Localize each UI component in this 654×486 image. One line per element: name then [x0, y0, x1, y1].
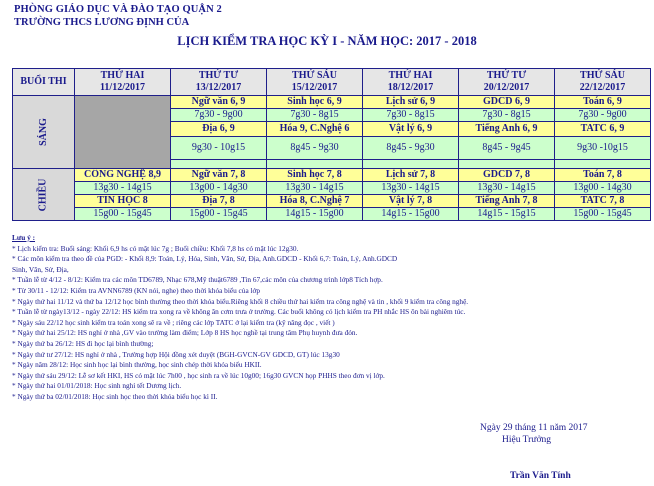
- exam-time: 8g45 - 9g30: [267, 137, 363, 160]
- note-line: * Ngày thứ ba 02/01/2018: Học sinh học theo thời khóa biểu học kì II.: [12, 391, 218, 401]
- session-column-header: BUỔI THI: [13, 69, 75, 96]
- morning-subject-row-1: [13, 96, 651, 109]
- exam-subject: Lịch sử 6, 9: [363, 96, 459, 109]
- exam-time: 8g45 - 9g30: [363, 137, 459, 160]
- note-line: * Ngày sáu 22/12 học sinh kiểm tra toán xong sẽ ra về ; riêng các lớp TATC ở lại kiểm tra (kỹ năng đọc , viết ): [12, 317, 335, 327]
- exam-time: 7g30 - 8g15: [267, 109, 363, 122]
- spacer-cell: [363, 160, 459, 169]
- exam-time: 14g15 - 15g00: [363, 208, 459, 221]
- exam-subject: Vật lý 7, 8: [363, 195, 459, 208]
- afternoon-subject-row-1: [13, 169, 651, 182]
- exam-subject: Sinh học 6, 9: [267, 96, 363, 109]
- note-line: * Ngày thứ hai 11/12 và thứ ba 12/12 học bình thường theo thời khóa biểu.Riêng khối 8 chiều thứ hai kiểm tra công nghệ và tin , khối 9 kiểm tra công nghệ.: [12, 296, 469, 306]
- note-line: * Lịch kiểm tra: Buổi sáng: Khối 6,9 hs có mặt lúc 7g ; Buổi chiều: Khối 7,8 hs có mặt lúc 12g30.: [12, 243, 299, 253]
- note-line: * Ngày thứ hai 25/12: HS nghỉ ở nhà ,GV vào trường làm điểm; Lớp 8 HS học nghề tại trung tâm Phụ huynh đưa đón.: [12, 328, 358, 338]
- exam-subject: Lịch sử 7, 8: [363, 169, 459, 182]
- spacer-cell: [459, 160, 555, 169]
- day-header: THỨ SÁU 15/12/2017: [267, 69, 363, 96]
- spacer-cell: [555, 160, 651, 169]
- exam-time: 7g30 - 9g00: [555, 109, 651, 122]
- signature-role: Hiệu Trưởng: [502, 435, 551, 445]
- note-line: * Tuần lễ từ 4/12 - 8/12: Kiểm tra các môn TD6789, Nhạc 678,Mỹ thuật6789 ,Tin 67,các môn của chương trình lớp8 Tích hợp.: [12, 275, 383, 285]
- exam-time: 13g30 - 14g15: [75, 182, 171, 195]
- table-header-row: [13, 69, 651, 96]
- morning-session-label: SÁNG: [13, 96, 75, 169]
- note-line: * Ngày năm 28/12: Học sinh học lại bình thường, học sinh chép thời khóa biểu HKII.: [12, 360, 262, 370]
- exam-time: 14g15 - 15g15: [459, 208, 555, 221]
- exam-time: 9g30 -10g15: [555, 137, 651, 160]
- exam-time: 15g00 - 15g45: [75, 208, 171, 221]
- note-line: * Ngày thứ sáu 29/12: Lễ sơ kết HKI, HS có mặt lúc 7h00 , học sinh ra về lúc 10g00; 16g30 GVCN họp PHHS theo đơn vị lớp.: [12, 370, 385, 380]
- empty-cell: [75, 96, 171, 169]
- exam-time: 9g30 - 10g15: [171, 137, 267, 160]
- exam-subject: TATC 6, 9: [555, 122, 651, 137]
- exam-time: 7g30 - 8g15: [459, 109, 555, 122]
- exam-subject: CÔNG NGHỆ 8,9: [75, 169, 171, 182]
- exam-subject: Ngữ văn 7, 8: [171, 169, 267, 182]
- day-header: THỨ HAI 11/12/2017: [75, 69, 171, 96]
- exam-time: 13g30 - 14g15: [363, 182, 459, 195]
- note-line: * Tuần lễ từ ngày13/12 - ngày 22/12: HS kiểm tra xong ra về không ăn cơm trưa ở trường. Các buổi không có lịch kiểm tra PH nhắc HS ôn bài nghiêm túc.: [12, 307, 466, 317]
- day-header: THỨ SÁU 22/12/2017: [555, 69, 651, 96]
- day-header: THỨ HAI 18/12/2017: [363, 69, 459, 96]
- afternoon-time-row-2: [13, 208, 651, 221]
- exam-time: 13g00 - 14g30: [555, 182, 651, 195]
- exam-time: 14g15 - 15g00: [267, 208, 363, 221]
- spacer-cell: [171, 160, 267, 169]
- exam-time: 13g30 - 14g15: [267, 182, 363, 195]
- notes-heading: Lưu ý :: [12, 233, 36, 242]
- afternoon-time-row-1: [13, 182, 651, 195]
- exam-subject: GDCD 6, 9: [459, 96, 555, 109]
- exam-time: 13g00 - 14g30: [171, 182, 267, 195]
- exam-subject: TIN HỌC 8: [75, 195, 171, 208]
- exam-subject: Ngữ văn 6, 9: [171, 96, 267, 109]
- exam-time: 7g30 - 9g00: [171, 109, 267, 122]
- note-line: * Các môn kiểm tra theo đề của PGD: - Khối 8,9: Toán, Lý, Hóa, Sinh, Văn, Sử, Địa, Anh.GDCD - Khối 6,7: Toán, Lý, Anh.GDCD: [12, 254, 398, 264]
- exam-subject: Hóa 8, C.Nghệ 7: [267, 195, 363, 208]
- note-line: * Ngày thứ hai 01/01/2018: Học sinh nghỉ tết Dương lịch.: [12, 381, 182, 391]
- exam-subject: Vật lý 6, 9: [363, 122, 459, 137]
- exam-time: 15g00 - 15g45: [555, 208, 651, 221]
- afternoon-session-label: CHIỀU: [13, 169, 75, 221]
- note-line: * Ngày thứ ba 26/12: HS đi học lại bình thường;: [12, 338, 154, 348]
- note-line: Sinh, Văn, Sử, Địa,: [12, 264, 69, 274]
- exam-subject: TATC 7, 8: [555, 195, 651, 208]
- exam-time: 15g00 - 15g45: [171, 208, 267, 221]
- exam-subject: Địa 6, 9: [171, 122, 267, 137]
- exam-subject: Toán 7, 8: [555, 169, 651, 182]
- school-name: TRƯỜNG THCS LƯƠNG ĐỊNH CỦA: [14, 17, 190, 28]
- exam-subject: Toán 6, 9: [555, 96, 651, 109]
- signature-name: Trần Văn Tính: [510, 471, 571, 481]
- exam-subject: Tiếng Anh 7, 8: [459, 195, 555, 208]
- exam-subject: Tiếng Anh 6, 9: [459, 122, 555, 137]
- signature-date: Ngày 29 tháng 11 năm 2017: [480, 423, 588, 433]
- exam-time: 7g30 - 8g15: [363, 109, 459, 122]
- note-line: * Ngày thứ tư 27/12: HS nghỉ ở nhà , Trường hợp Hội đồng xét duyệt (BGH-GVCN-GV GDCD, GT) lúc 13g30: [12, 349, 340, 359]
- exam-schedule-table: [12, 68, 651, 221]
- exam-subject: Sinh học 7, 8: [267, 169, 363, 182]
- exam-subject: GDCD 7, 8: [459, 169, 555, 182]
- document-title: LỊCH KIỂM TRA HỌC KỲ I - NĂM HỌC: 2017 - 2018: [177, 34, 477, 48]
- day-header: THỨ TƯ 13/12/2017: [171, 69, 267, 96]
- afternoon-subject-row-2: [13, 195, 651, 208]
- notes-section: [12, 233, 646, 403]
- note-line: * Từ 30/11 - 12/12: Kiểm tra AVNN6789 (KN nói, nghe) theo thời khóa biểu của lớp: [12, 285, 261, 295]
- day-header: THỨ TƯ 20/12/2017: [459, 69, 555, 96]
- spacer-cell: [267, 160, 363, 169]
- exam-subject: Địa 7, 8: [171, 195, 267, 208]
- exam-time: 13g30 - 14g15: [459, 182, 555, 195]
- exam-subject: Hóa 9, C.Nghệ 6: [267, 122, 363, 137]
- department-name: PHÒNG GIÁO DỤC VÀ ĐÀO TẠO QUẬN 2: [14, 4, 222, 15]
- exam-time: 8g45 - 9g45: [459, 137, 555, 160]
